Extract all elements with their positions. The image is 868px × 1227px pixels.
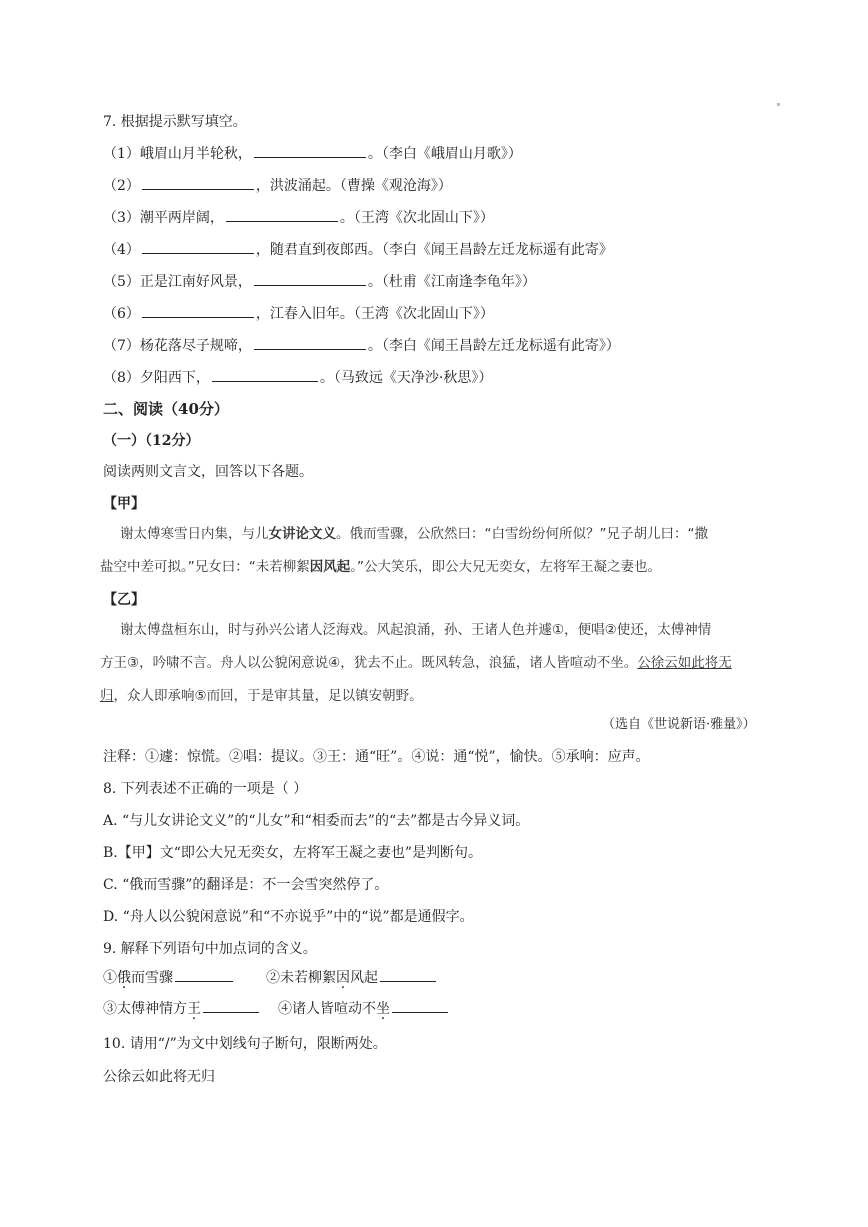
- answer-blank[interactable]: [254, 271, 366, 286]
- passage-line: [100, 551, 770, 584]
- emphasis-text: 因风起: [309, 559, 351, 575]
- text: 风起: [350, 970, 378, 986]
- item-number: （4）: [103, 242, 140, 258]
- item-number: （6）: [103, 306, 140, 322]
- passage-label-yi: 【乙】: [103, 592, 145, 608]
- text: ，众人即承响⑤而回，于是审其量，足以镇安朝野。: [113, 688, 423, 704]
- answer-blank[interactable]: [212, 367, 318, 382]
- answer-blank[interactable]: [175, 967, 233, 982]
- q8-title: 8. 下列表述不正确的一项是（ ）: [103, 781, 308, 797]
- q7-item-1: [103, 143, 522, 164]
- passage-jia: [100, 518, 770, 584]
- item-number: （7）: [103, 338, 140, 354]
- answer-blank[interactable]: [380, 967, 436, 982]
- item-text: 正是江南好风景，: [139, 274, 252, 290]
- item-source: 。（李白《峨眉山月歌》）: [367, 146, 522, 162]
- text: 而雪骤: [131, 970, 173, 986]
- q7-title: 7. 根据提示默写填空。: [103, 114, 247, 130]
- answer-blank[interactable]: [142, 239, 254, 254]
- answer-blank[interactable]: [392, 998, 448, 1013]
- q7-item-5: [103, 271, 536, 292]
- item-number: （5）: [103, 274, 140, 290]
- notes: 注释：①遽：惊慌。②唱：提议。③王：通“旺”。④说：通“悦”，愉快。⑤承响：应声。: [103, 749, 650, 765]
- passage-line: 谢太傅盘桓东山，时与孙兴公诸人泛海戏。风起浪涌，孙、王诸人色并遽①，便唱②使还，太傅神情: [120, 622, 712, 638]
- reading-intro: 阅读两则文言文，回答以下各题。: [103, 464, 313, 480]
- text: 方王③，吟啸不言。舟人以公貌闲意说④，犹去不止。既风转急，浪猛，诸人皆喧动不坐。: [100, 655, 638, 671]
- q7-item-3: [103, 207, 494, 228]
- emphasis-text: 女讲论文义: [268, 526, 336, 542]
- item-source: ，随君直到夜郎西。（李白《闻王昌龄左迁龙标遥有此寄》: [255, 242, 613, 258]
- text: 。俄而雪骤，公欣然曰：“白雪纷纷何所似？”兄子胡儿曰：“撒: [336, 526, 708, 542]
- text: ②未若柳絮: [266, 970, 336, 986]
- item-source: ，江春入旧年。（王湾《次北固山下》）: [255, 306, 494, 322]
- item-number: （3）: [103, 210, 140, 226]
- q8-option-d[interactable]: D. “舟人以公貌闲意说”和“不亦说乎”中的“说”都是通假字。: [103, 909, 474, 925]
- item-text: 峨眉山月半轮秋，: [139, 146, 252, 162]
- answer-blank[interactable]: [226, 207, 338, 222]
- text: 谢太傅寒雪日内集，与儿: [120, 526, 269, 542]
- q7-item-7: [103, 335, 620, 356]
- passage-source: （选自《世说新语·雅量》）: [602, 717, 756, 732]
- q10-title: 10. 请用“/”为文中划线句子断句，限断两处。: [103, 1036, 387, 1052]
- underlined-sentence: 归: [100, 688, 114, 704]
- passage-yi: [100, 614, 770, 713]
- item-text: 夕阳西下，: [139, 370, 210, 386]
- text: ④诸人皆喧动不: [278, 1001, 376, 1017]
- answer-blank[interactable]: [254, 335, 366, 350]
- dotted-word: 因: [336, 970, 350, 986]
- item-number: （2）: [103, 178, 140, 194]
- passage-line: [120, 518, 770, 551]
- q9-item-2: [266, 967, 438, 988]
- item-text: 潮平两岸阔，: [139, 210, 224, 226]
- dotted-word: 俄: [117, 970, 131, 986]
- q8-option-c[interactable]: C. “俄而雪骤”的翻译是：不一会雪突然停了。: [103, 877, 389, 893]
- text: 盐空中差可拟。”兄女曰：“未若柳絮: [100, 559, 310, 575]
- dotted-word: 王: [187, 1001, 201, 1017]
- item-source: 。（马致远《天净沙·秋思》）: [319, 370, 493, 386]
- q8-option-a[interactable]: A. “与儿女讲论文义”的“儿女”和“相委而去”的“去”都是古今异义词。: [103, 813, 530, 829]
- text: 。”公大笑乐，即公大兄无奕女，左将军王凝之妻也。: [350, 559, 661, 575]
- passage-line: [100, 647, 770, 680]
- item-number: （8）: [103, 370, 140, 386]
- scan-mark: [777, 103, 780, 106]
- answer-blank[interactable]: [142, 303, 254, 318]
- q9-item-4: [278, 998, 450, 1019]
- answer-blank[interactable]: [142, 175, 254, 190]
- item-source: 。（杜甫《江南逢李龟年》）: [367, 274, 536, 290]
- q9-item-3: [103, 998, 261, 1019]
- item-text: 杨花落尽子规啼，: [139, 338, 252, 354]
- q8-option-b[interactable]: B.【甲】文“即公大兄无奕女，左将军王凝之妻也”是判断句。: [103, 845, 483, 861]
- answer-blank[interactable]: [254, 143, 366, 158]
- item-number: （1）: [103, 146, 140, 162]
- text: ①: [103, 970, 117, 986]
- passage-line: [100, 680, 770, 713]
- q7-item-6: [103, 303, 494, 324]
- q7-item-2: [103, 175, 452, 196]
- item-source: 。（李白《闻王昌龄左迁龙标遥有此寄》）: [367, 338, 620, 354]
- subsection-title: （一）（12分）: [103, 433, 200, 449]
- q9-title: 9. 解释下列语句中加点词的含义。: [103, 941, 317, 957]
- q7-item-8: [103, 367, 492, 388]
- answer-blank[interactable]: [203, 998, 259, 1013]
- item-source: 。（王湾《次北固山下》）: [339, 210, 494, 226]
- item-source: ，洪波涌起。（曹操《观沧海》）: [255, 178, 452, 194]
- passage-label-jia: 【甲】: [103, 496, 145, 512]
- section-title: 二、阅读（40分）: [103, 400, 229, 418]
- underlined-sentence: 公徐云如此将无: [637, 655, 732, 671]
- q7-item-4: [103, 239, 613, 260]
- q10-sentence: 公徐云如此将无归: [103, 1069, 215, 1085]
- text: ③太傅神情方: [103, 1001, 187, 1017]
- q9-item-1: [103, 967, 235, 988]
- dotted-word: 坐: [376, 1001, 390, 1017]
